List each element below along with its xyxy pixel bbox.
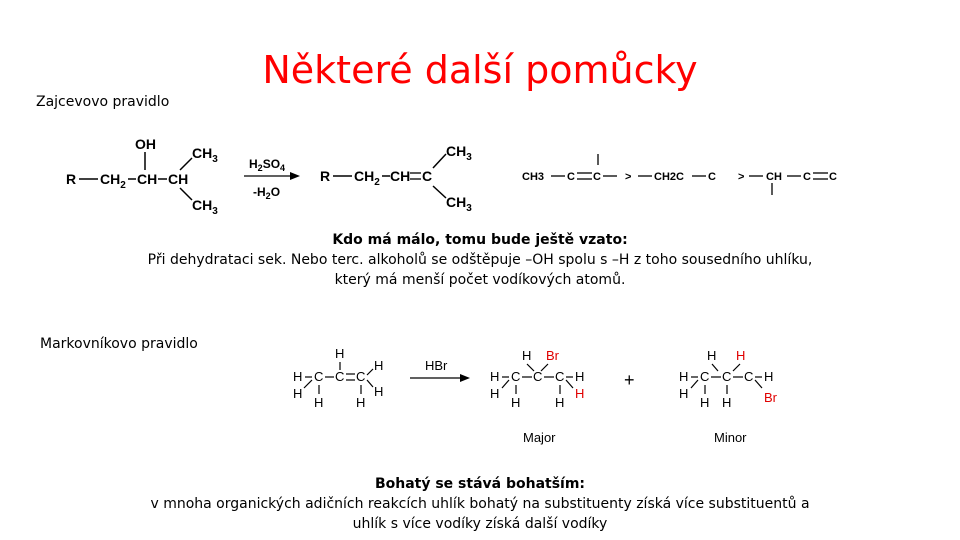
chain-text: C: [803, 171, 811, 183]
atom-ch2: $CH_2$: [100, 171, 126, 191]
atom-c: C: [314, 369, 324, 384]
atom-h: H: [764, 369, 774, 384]
markovnikov-rule-heading: Bohatý se stává bohatším:: [374, 476, 586, 492]
reagent-h2so4: $H_2SO_4$: [249, 157, 286, 173]
atom-c: C: [722, 369, 732, 384]
atom-c: C: [356, 369, 366, 384]
atom-c: C: [555, 369, 565, 384]
atom-c: C: [744, 369, 754, 384]
markovnikov-label: Markovníkovo pravidlo: [40, 336, 198, 352]
atom-h: H: [490, 386, 500, 401]
atom-r: R: [66, 171, 77, 187]
atom-h: H: [293, 386, 303, 401]
atom-ch: CH: [137, 171, 158, 187]
markovnikov-rule-line: v mnoha organických adičních reakcích uhlík bohatý na substituenty získá více substituentů a: [150, 496, 810, 512]
page-title: Některé další pomůcky: [262, 48, 698, 92]
atom-h: H: [700, 395, 710, 410]
zajcev-rule-line: který má menší počet vodíkových atomů.: [334, 272, 626, 288]
reagent-water: $-H_2O$: [253, 185, 281, 201]
atom-h: H: [293, 369, 303, 384]
atom-h: H: [314, 395, 324, 410]
bond: [304, 380, 312, 388]
zajcev-label: Zajcevovo pravidlo: [36, 94, 170, 110]
bond: [566, 380, 573, 388]
atom-h-added: H: [575, 386, 585, 401]
zajcev-rule-heading: Kdo má málo, tomu bude ještě vzato:: [332, 232, 628, 248]
zajcev-rule-text: [40, 230, 920, 290]
atom-c: C: [422, 168, 433, 184]
atom-h: H: [555, 395, 565, 410]
chain-text: CH2C: [654, 171, 684, 183]
bond: [367, 369, 373, 375]
plus-sign: +: [624, 370, 635, 390]
chain-text: C: [593, 171, 601, 183]
markovnikov-rule-text: [40, 474, 920, 534]
major-label: Major: [523, 430, 556, 445]
atom-br: Br: [546, 348, 559, 363]
chain-text: CH3: [522, 171, 545, 183]
markovnikov-rule-line: uhlík s více vodíky získá další vodíky: [352, 516, 608, 532]
bond: [433, 154, 446, 168]
atom-h: H: [374, 384, 384, 399]
atom-ch2: $CH_2$: [354, 168, 380, 188]
atom-h: H: [335, 346, 345, 361]
atom-oh: OH: [135, 136, 156, 152]
atom-c: C: [700, 369, 710, 384]
reagent-hbr: HBr: [425, 358, 448, 373]
bond: [433, 186, 446, 198]
bond: [180, 158, 192, 170]
atom-h-added: H: [736, 348, 746, 363]
markovnikov-reaction-diagram: [0, 330, 960, 460]
zajcev-rule-line: Při dehydrataci sek. Nebo terc. alkoholů se odštěpuje –OH spolu s –H z toho sousedního uhlíku,: [147, 252, 813, 268]
arrow-text: >: [738, 171, 745, 183]
bond: [691, 380, 698, 388]
atom-c: C: [533, 369, 543, 384]
atom-h: H: [679, 369, 689, 384]
bond: [180, 188, 192, 200]
atom-h: H: [575, 369, 585, 384]
atom-h: H: [511, 395, 521, 410]
atom-h: H: [522, 348, 532, 363]
atom-c: C: [511, 369, 521, 384]
chain-text: C: [567, 171, 575, 183]
atom-h: H: [356, 395, 366, 410]
atom-ch3: $CH_3$: [192, 197, 218, 217]
arrow-head: [460, 374, 470, 382]
chain-text: C: [708, 171, 716, 183]
bond: [367, 380, 373, 387]
atom-c: C: [335, 369, 345, 384]
minor-label: Minor: [714, 430, 747, 445]
atom-ch3: $CH_3$: [446, 143, 472, 163]
bond: [502, 380, 509, 388]
atom-ch: CH: [168, 171, 189, 187]
bond: [755, 380, 762, 388]
atom-br: Br: [764, 390, 777, 405]
atom-h: H: [707, 348, 717, 363]
atom-h: H: [679, 386, 689, 401]
arrow-text: >: [625, 171, 632, 183]
atom-ch3: $CH_3$: [192, 145, 218, 165]
atom-r: R: [320, 168, 331, 184]
atom-ch: CH: [390, 168, 411, 184]
atom-h: H: [490, 369, 500, 384]
bond: [712, 364, 718, 371]
chain-text: CH: [766, 171, 782, 183]
bond: [733, 364, 740, 371]
atom-h: H: [722, 395, 732, 410]
chain-text: C: [829, 171, 837, 183]
atom-ch3: $CH_3$: [446, 194, 472, 214]
arrow-head: [290, 172, 300, 180]
zajcev-reaction-diagram: [0, 0, 960, 230]
atom-h: H: [374, 358, 384, 373]
